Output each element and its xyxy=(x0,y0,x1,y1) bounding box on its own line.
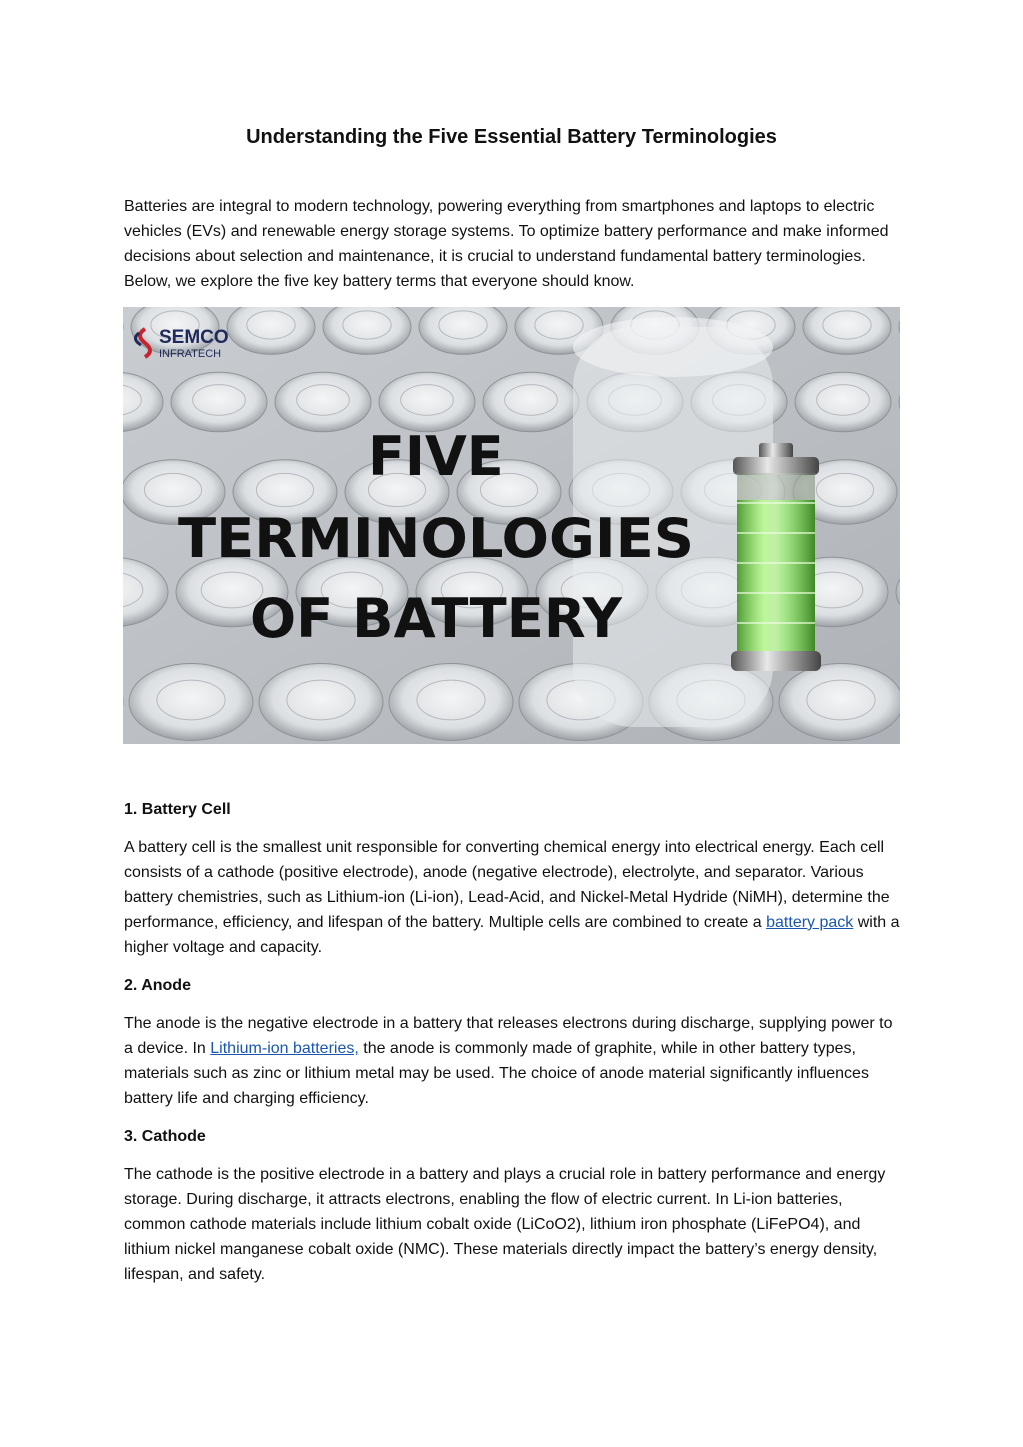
battery-cap xyxy=(379,372,475,432)
battery-cap xyxy=(389,664,513,741)
headline-line-3: OF BATTERY xyxy=(250,587,623,650)
page-title: Understanding the Five Essential Battery Terminologies xyxy=(246,126,777,148)
section-heading: 3. Cathode xyxy=(124,1128,206,1145)
battery-pack-link[interactable]: battery pack xyxy=(766,914,854,931)
logo-name: SEMCO xyxy=(159,327,229,348)
battery-cap xyxy=(171,372,267,432)
lithium-ion-batteries-link[interactable]: Lithium-ion batteries, xyxy=(210,1040,359,1057)
section-paragraph: The cathode is the positive electrode in a battery and plays a crucial role in battery performance and energy storage. During discharge, it attracts electrons, enabling the flow of electric current. In Li-ion batteries, common cathode materials include lithium cobalt oxide (LiCoO2), lithium iron phosphate (LiFePO4), and lithium nickel manganese cobalt oxide (NMC). These materials directly impact the battery’s energy density, lifespan, and safety. xyxy=(124,1166,886,1283)
logo-subtitle: INFRATECH xyxy=(159,348,222,360)
battery-cap xyxy=(259,664,383,741)
battery-cap xyxy=(129,664,253,741)
battery-cap xyxy=(779,664,900,741)
article-body xyxy=(124,797,900,1300)
battery-cap xyxy=(275,372,371,432)
battery-cap xyxy=(795,372,891,432)
headline-line-2: TERMINOLOGIES xyxy=(178,507,694,570)
section-heading: 2. Anode xyxy=(124,977,191,994)
section-heading: 1. Battery Cell xyxy=(124,801,231,818)
battery-icon xyxy=(731,443,821,671)
headline-line-1: FIVE xyxy=(368,425,504,488)
semco-logo xyxy=(123,315,241,367)
hero-illustration xyxy=(123,307,900,744)
battery-cap xyxy=(483,372,579,432)
hero-image xyxy=(123,307,900,744)
section-paragraph: A battery cell is the smallest unit responsible for converting chemical energy into electrical energy. Each cell consists of a cathode (positive electrode), anode (negative electrode), electrolyte, and separator. Various battery chemistries, such as Lithium-ion (Li-ion), Lead-Acid, and Nickel-Metal Hydride (NiMH), determine the performance, efficiency, and lifespan of the battery. Multiple cells are combined to create a battery pack with a higher voltage and capacity. xyxy=(124,839,900,956)
intro-paragraph: Batteries are integral to modern technology, powering everything from smartphones and laptops to electric vehicles (EVs) and renewable energy storage systems. To optimize battery performance and make informed decisions about selection and maintenance, it is crucial to understand fundamental battery terminologies. Below, we explore the five key battery terms that everyone should know. xyxy=(124,198,889,290)
section-paragraph: The anode is the negative electrode in a battery that releases electrons during discharge, supplying power to a device. In Lithium-ion batteries, the anode is commonly made of graphite, while in other battery types, materials such as zinc or lithium metal may be used. The choice of anode material significantly influences battery life and charging efficiency. xyxy=(124,1015,893,1107)
